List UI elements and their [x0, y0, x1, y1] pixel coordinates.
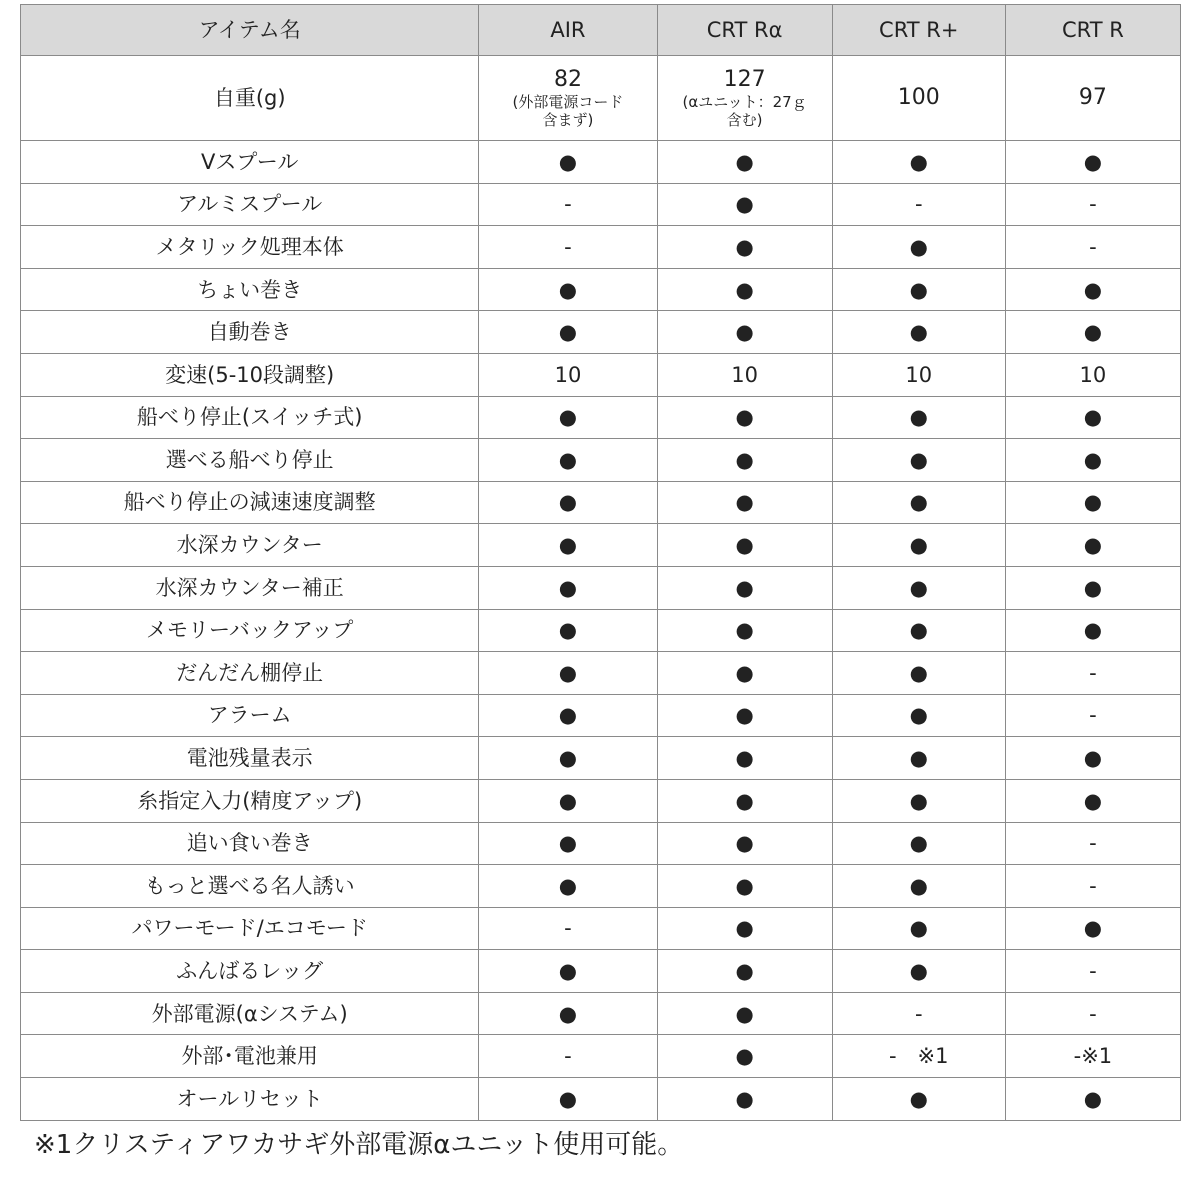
row-label: 自重(g) — [21, 56, 479, 141]
table-row — [21, 907, 1181, 950]
row-label: だんだん棚停止 — [21, 652, 479, 695]
table-row — [21, 652, 1181, 695]
weight-cell-crt-r-plus — [832, 56, 1005, 141]
table-row — [21, 268, 1181, 311]
cell-air: ● — [479, 141, 657, 184]
row-label: ふんばるレッグ — [21, 950, 479, 993]
cell-crt-r: ● — [1005, 141, 1180, 184]
cell-crt-r-plus: ● — [832, 950, 1005, 993]
cell-crt-ra: ● — [657, 992, 832, 1035]
cell-air: - — [479, 226, 657, 269]
cell-crt-r-plus: ● — [832, 865, 1005, 908]
weight-cell-air — [479, 56, 657, 141]
cell-crt-ra: ● — [657, 439, 832, 482]
cell-crt-r: ● — [1005, 396, 1180, 439]
header-air: AIR — [479, 5, 657, 56]
table-row — [21, 822, 1181, 865]
cell-air: - — [479, 1035, 657, 1078]
weight-note: (αユニット：27ｇ 含む) — [682, 92, 807, 129]
cell-crt-r-plus: - — [832, 992, 1005, 1035]
table-row — [21, 524, 1181, 567]
header-crt-r: CRT R — [1005, 5, 1180, 56]
cell-crt-r-plus: - — [832, 183, 1005, 226]
cell-crt-r-plus: 10 — [832, 353, 1005, 396]
cell-crt-r-plus: ● — [832, 566, 1005, 609]
cell-crt-ra: ● — [657, 226, 832, 269]
cell-crt-r: ● — [1005, 609, 1180, 652]
cell-crt-ra: ● — [657, 694, 832, 737]
weight-value: 97 — [1078, 85, 1107, 111]
cell-crt-r-plus: ● — [832, 439, 1005, 482]
cell-crt-r-plus: ● — [832, 226, 1005, 269]
cell-crt-r: - — [1005, 226, 1180, 269]
row-label: 糸指定入力(精度アップ) — [21, 779, 479, 822]
cell-air: ● — [479, 524, 657, 567]
table-row — [21, 353, 1181, 396]
cell-air: ● — [479, 822, 657, 865]
table-row — [21, 141, 1181, 184]
cell-air: ● — [479, 439, 657, 482]
cell-crt-r: ● — [1005, 779, 1180, 822]
cell-crt-r: - — [1005, 992, 1180, 1035]
row-label: 水深カウンター — [21, 524, 479, 567]
row-label: 船べり停止の減速速度調整 — [21, 481, 479, 524]
cell-crt-ra: ● — [657, 779, 832, 822]
table-row — [21, 865, 1181, 908]
cell-air: ● — [479, 694, 657, 737]
cell-air: ● — [479, 566, 657, 609]
table-row — [21, 779, 1181, 822]
cell-air: ● — [479, 865, 657, 908]
table-row — [21, 1078, 1181, 1121]
cell-crt-ra: ● — [657, 609, 832, 652]
cell-crt-r: ● — [1005, 481, 1180, 524]
cell-air: ● — [479, 652, 657, 695]
table-row — [21, 183, 1181, 226]
cell-crt-r-plus: ● — [832, 311, 1005, 354]
cell-air: ● — [479, 779, 657, 822]
cell-crt-r-plus: ● — [832, 822, 1005, 865]
row-label: パワーモード/エコモード — [21, 907, 479, 950]
cell-crt-r: - — [1005, 865, 1180, 908]
cell-crt-ra: ● — [657, 141, 832, 184]
cell-air: ● — [479, 481, 657, 524]
cell-crt-ra: ● — [657, 524, 832, 567]
cell-crt-r-plus: - ※1 — [832, 1035, 1005, 1078]
table-row — [21, 396, 1181, 439]
cell-crt-r: ● — [1005, 907, 1180, 950]
cell-crt-r-plus: ● — [832, 652, 1005, 695]
cell-air: ● — [479, 609, 657, 652]
cell-crt-ra: ● — [657, 566, 832, 609]
cell-crt-r-plus: ● — [832, 737, 1005, 780]
table-row — [21, 737, 1181, 780]
table-row — [21, 439, 1181, 482]
row-label: 追い食い巻き — [21, 822, 479, 865]
cell-crt-r-plus: ● — [832, 396, 1005, 439]
cell-crt-r: - — [1005, 652, 1180, 695]
cell-crt-ra: ● — [657, 652, 832, 695]
row-label: 選べる船べり停止 — [21, 439, 479, 482]
cell-crt-r: ● — [1005, 268, 1180, 311]
cell-crt-r: ● — [1005, 566, 1180, 609]
row-label: もっと選べる名人誘い — [21, 865, 479, 908]
cell-crt-ra: ● — [657, 481, 832, 524]
cell-crt-r: ● — [1005, 1078, 1180, 1121]
cell-crt-r-plus: ● — [832, 524, 1005, 567]
cell-crt-r: - — [1005, 950, 1180, 993]
table-row — [21, 609, 1181, 652]
weight-cell-crt-ra — [657, 56, 832, 141]
row-label: 水深カウンター補正 — [21, 566, 479, 609]
row-label: 自動巻き — [21, 311, 479, 354]
cell-crt-ra: ● — [657, 907, 832, 950]
cell-crt-r: -※1 — [1005, 1035, 1180, 1078]
cell-crt-ra: ● — [657, 311, 832, 354]
cell-air: ● — [479, 311, 657, 354]
cell-air: - — [479, 183, 657, 226]
header-crt-ra: CRT Rα — [657, 5, 832, 56]
weight-value: 82 — [553, 67, 582, 93]
table-row — [21, 481, 1181, 524]
cell-air: 10 — [479, 353, 657, 396]
weight-value: 100 — [897, 85, 940, 111]
cell-crt-ra: ● — [657, 183, 832, 226]
cell-crt-r: 10 — [1005, 353, 1180, 396]
row-label: オールリセット — [21, 1078, 479, 1121]
weight-note: (外部電源コード 含まず) — [512, 92, 624, 129]
weight-cell-crt-r — [1005, 56, 1180, 141]
table-row — [21, 950, 1181, 993]
cell-crt-r: - — [1005, 822, 1180, 865]
cell-crt-r-plus: ● — [832, 694, 1005, 737]
row-label: 変速(5-10段調整) — [21, 353, 479, 396]
row-label: アルミスプール — [21, 183, 479, 226]
cell-air: - — [479, 907, 657, 950]
cell-air: ● — [479, 737, 657, 780]
row-label: ちょい巻き — [21, 268, 479, 311]
header-item-name: アイテム名 — [21, 5, 479, 56]
row-label: 電池残量表示 — [21, 737, 479, 780]
cell-air: ● — [479, 1078, 657, 1121]
cell-crt-r: - — [1005, 694, 1180, 737]
table-row — [21, 1035, 1181, 1078]
header-row — [21, 5, 1181, 56]
cell-air: ● — [479, 992, 657, 1035]
cell-crt-ra: 10 — [657, 353, 832, 396]
row-label: アラーム — [21, 694, 479, 737]
cell-crt-r-plus: ● — [832, 268, 1005, 311]
cell-air: ● — [479, 268, 657, 311]
cell-crt-r-plus: ● — [832, 609, 1005, 652]
table-row — [21, 694, 1181, 737]
cell-crt-r: - — [1005, 183, 1180, 226]
cell-crt-ra: ● — [657, 268, 832, 311]
cell-crt-r-plus: ● — [832, 907, 1005, 950]
row-label: メモリーバックアップ — [21, 609, 479, 652]
row-label: 船べり停止(スイッチ式) — [21, 396, 479, 439]
table-row — [21, 226, 1181, 269]
cell-crt-r: ● — [1005, 311, 1180, 354]
cell-crt-ra: ● — [657, 1035, 832, 1078]
footnote: ※1クリスティアワカサギ外部電源αユニット使用可能。 — [34, 1130, 684, 1160]
cell-crt-r-plus: ● — [832, 779, 1005, 822]
cell-crt-ra: ● — [657, 396, 832, 439]
cell-crt-r-plus: ● — [832, 141, 1005, 184]
cell-crt-ra: ● — [657, 1078, 832, 1121]
cell-crt-r: ● — [1005, 439, 1180, 482]
table-row — [21, 311, 1181, 354]
cell-crt-r: ● — [1005, 524, 1180, 567]
table-row — [21, 992, 1181, 1035]
table-row — [21, 566, 1181, 609]
cell-crt-ra: ● — [657, 865, 832, 908]
row-label: 外部･電池兼用 — [21, 1035, 479, 1078]
cell-crt-ra: ● — [657, 737, 832, 780]
weight-value: 127 — [723, 67, 766, 93]
spec-comparison-table — [20, 4, 1181, 1121]
row-label: 外部電源(αシステム) — [21, 992, 479, 1035]
header-crt-r-plus: CRT R+ — [832, 5, 1005, 56]
cell-air: ● — [479, 396, 657, 439]
cell-crt-r-plus: ● — [832, 481, 1005, 524]
cell-crt-r: ● — [1005, 737, 1180, 780]
cell-air: ● — [479, 950, 657, 993]
weight-row — [21, 56, 1181, 141]
cell-crt-r-plus: ● — [832, 1078, 1005, 1121]
cell-crt-ra: ● — [657, 950, 832, 993]
row-label: メタリック処理本体 — [21, 226, 479, 269]
cell-crt-ra: ● — [657, 822, 832, 865]
row-label: Vスプール — [21, 141, 479, 184]
